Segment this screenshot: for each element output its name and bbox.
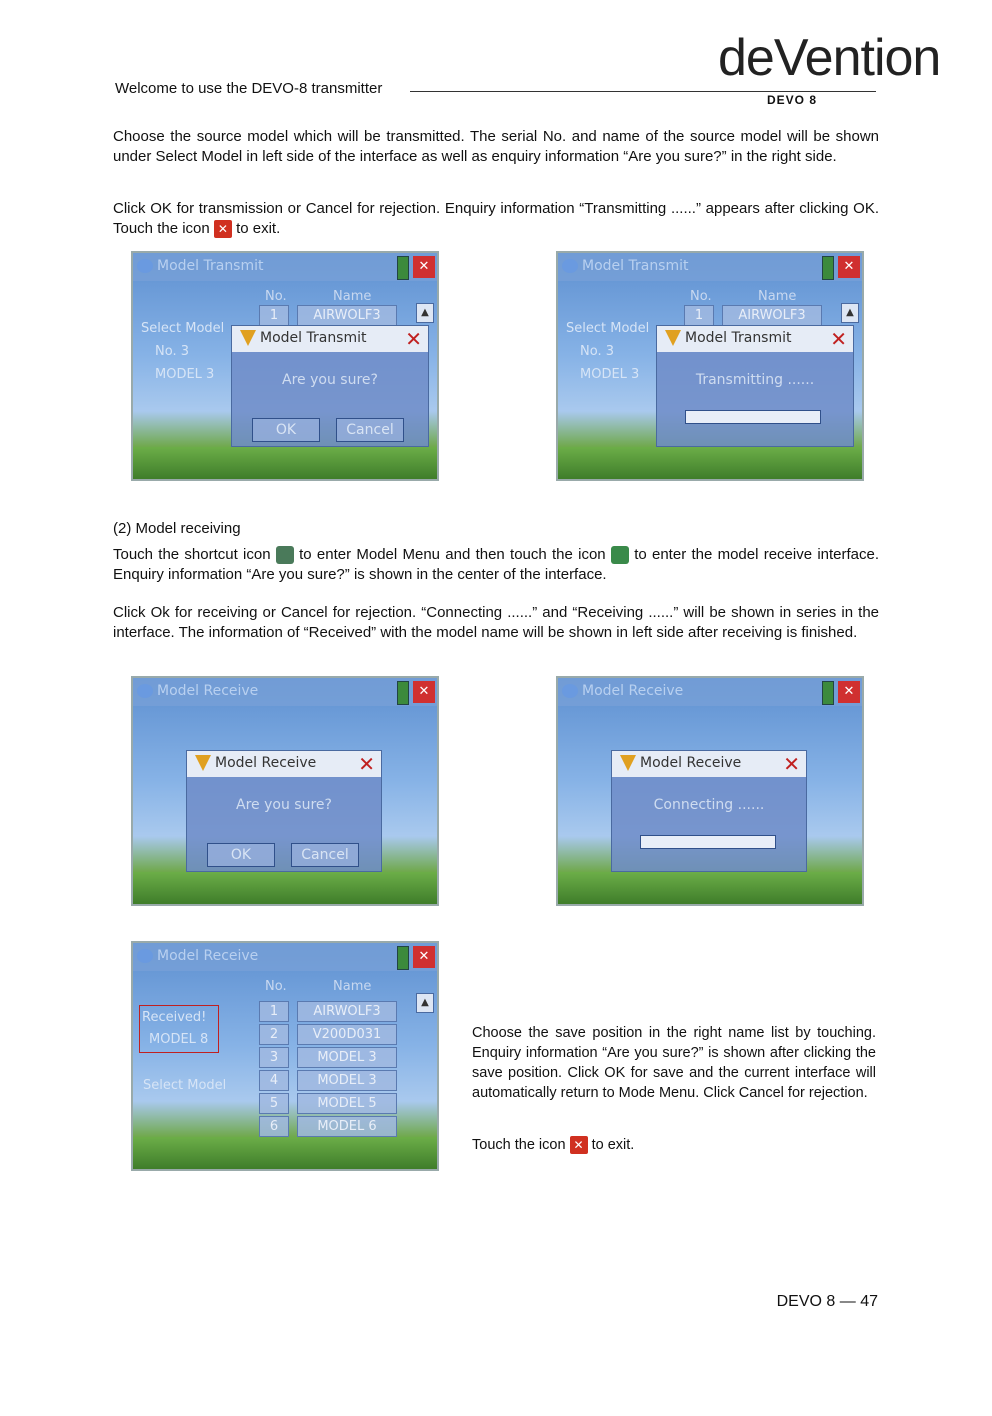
- background-grass: [558, 447, 862, 479]
- dialog-title: Model Transmit: [260, 330, 367, 346]
- screen-title: Model Receive: [157, 683, 259, 699]
- row-name[interactable]: MODEL 6: [297, 1116, 397, 1137]
- receive-icon: [137, 684, 153, 698]
- dialog-header: [657, 326, 853, 352]
- received-label: Received!: [142, 1010, 207, 1025]
- paragraph-text: Touch the icon: [472, 1137, 566, 1153]
- model-no-label: No. 3: [580, 344, 614, 359]
- screen-title: Model Receive: [157, 948, 259, 964]
- select-model-label: Select Model: [143, 1078, 227, 1093]
- paragraph-exit: [472, 1135, 876, 1155]
- paragraph-receive-steps: Click Ok for receiving or Cancel for rejection. “Connecting ......” and “Receiving ......” will be shown in series in the interface. The information of “Received” with the model name will be shown in left side after receiving is finished.: [113, 604, 879, 641]
- exit-icon[interactable]: ✕: [413, 681, 435, 703]
- paragraph-text: to exit.: [591, 1137, 635, 1153]
- dialog-message: Are you sure?: [236, 797, 332, 813]
- battery-icon: [822, 681, 834, 705]
- warning-icon: [240, 330, 256, 346]
- background-grass: [558, 872, 862, 904]
- row-no[interactable]: 1: [259, 305, 289, 326]
- screen-connecting: [556, 676, 864, 906]
- receive-icon: [137, 949, 153, 963]
- progress-dialog: [656, 325, 854, 447]
- col-name-header: Name: [333, 979, 372, 994]
- dialog-title: Model Transmit: [685, 330, 792, 346]
- select-model-label: Select Model: [141, 321, 225, 336]
- cancel-button[interactable]: Cancel: [336, 418, 404, 442]
- header-welcome: Welcome to use the DEVO-8 transmitter: [115, 80, 383, 97]
- titlebar: [133, 943, 437, 971]
- paragraph-text: to exit.: [236, 220, 281, 237]
- screen-transmit-confirm: [131, 251, 439, 481]
- confirm-dialog: [186, 750, 382, 872]
- screen-title: Model Transmit: [157, 258, 264, 274]
- paragraph-text: Touch the shortcut icon: [113, 546, 271, 563]
- page-number: DEVO 8 — 47: [776, 1293, 878, 1310]
- warning-icon: [195, 755, 211, 771]
- paragraph-receive-intro: [113, 545, 879, 585]
- row-name[interactable]: AIRWOLF3: [297, 1001, 397, 1022]
- model-name-label: MODEL 3: [155, 367, 215, 382]
- screen-transmitting: [556, 251, 864, 481]
- battery-icon: [822, 256, 834, 280]
- background-grass: [133, 1137, 437, 1169]
- screen-receive-confirm: [131, 676, 439, 906]
- transmit-icon: [562, 259, 578, 273]
- paragraph-text: to enter the model receive interface. Enquiry information “Are you sure?” is shown in the center of the interface.: [113, 546, 880, 583]
- row-name[interactable]: MODEL 5: [297, 1093, 397, 1114]
- screen-title: Model Receive: [582, 683, 684, 699]
- exit-icon[interactable]: ✕: [838, 256, 860, 278]
- battery-icon: [397, 256, 409, 280]
- row-no[interactable]: 1: [259, 1001, 289, 1022]
- model-no-label: No. 3: [155, 344, 189, 359]
- scroll-up-icon[interactable]: ▲: [841, 303, 859, 323]
- dialog-title: Model Receive: [640, 755, 742, 771]
- paragraph-save-position: Choose the save position in the right name list by touching. Enquiry information “Are you sure?” is shown after clicking the save position. Click OK for save and the current interface will automatically return to Mode Menu. Click Cancel for rejection.: [472, 1025, 876, 1101]
- progress-dialog: [611, 750, 807, 872]
- dialog-header: [232, 326, 428, 352]
- brand-model: DEVO 8: [767, 93, 818, 107]
- row-name[interactable]: AIRWOLF3: [722, 305, 822, 326]
- row-no[interactable]: 3: [259, 1047, 289, 1068]
- exit-icon: ✕: [570, 1136, 588, 1154]
- header-rule: [410, 91, 876, 92]
- battery-icon: [397, 946, 409, 970]
- warning-icon: [620, 755, 636, 771]
- screen-received: [131, 941, 439, 1171]
- dialog-header: [612, 751, 806, 777]
- row-name[interactable]: V200D031: [297, 1024, 397, 1045]
- exit-icon[interactable]: ✕: [413, 946, 435, 968]
- titlebar: [133, 678, 437, 706]
- select-model-label: Select Model: [566, 321, 650, 336]
- warning-icon: [665, 330, 681, 346]
- row-no[interactable]: 6: [259, 1116, 289, 1137]
- section-title: (2) Model receiving: [113, 520, 241, 537]
- col-no-header: No.: [265, 979, 287, 994]
- scroll-up-icon[interactable]: ▲: [416, 303, 434, 323]
- dialog-message: Connecting ......: [653, 797, 765, 813]
- battery-icon: [397, 681, 409, 705]
- col-name-header: Name: [333, 289, 372, 304]
- paragraph-text: to enter Model Menu and then touch the icon: [299, 546, 606, 563]
- row-name[interactable]: AIRWOLF3: [297, 305, 397, 326]
- exit-icon[interactable]: ✕: [413, 256, 435, 278]
- exit-icon: ✕: [214, 220, 232, 238]
- row-name[interactable]: MODEL 3: [297, 1070, 397, 1091]
- exit-icon[interactable]: ✕: [838, 681, 860, 703]
- cancel-button[interactable]: Cancel: [291, 843, 359, 867]
- row-no[interactable]: 2: [259, 1024, 289, 1045]
- close-icon[interactable]: ✕: [405, 327, 422, 351]
- col-no-header: No.: [690, 289, 712, 304]
- close-icon[interactable]: ✕: [783, 752, 800, 776]
- row-no[interactable]: 1: [684, 305, 714, 326]
- titlebar: [558, 678, 862, 706]
- row-no[interactable]: 5: [259, 1093, 289, 1114]
- brand-logo: deVention: [718, 29, 941, 87]
- paragraph-source-model: Choose the source model which will be transmitted. The serial No. and name of the source model will be shown under Select Model in left side of the interface as well as enquiry information “Are you sure?” in the right side.: [113, 128, 879, 165]
- background-grass: [133, 447, 437, 479]
- dialog-header: [187, 751, 381, 777]
- paragraph-transmit-confirm: [113, 199, 879, 239]
- scroll-up-icon[interactable]: ▲: [416, 993, 434, 1013]
- col-no-header: No.: [265, 289, 287, 304]
- receive-icon: [562, 684, 578, 698]
- dialog-message: Transmitting ......: [695, 372, 815, 388]
- row-name[interactable]: MODEL 3: [297, 1047, 397, 1068]
- progress-bar: [640, 835, 776, 849]
- transmit-icon: [137, 259, 153, 273]
- dialog-title: Model Receive: [215, 755, 317, 771]
- titlebar: [133, 253, 437, 281]
- screen-title: Model Transmit: [582, 258, 689, 274]
- close-icon[interactable]: ✕: [358, 752, 375, 776]
- titlebar: [558, 253, 862, 281]
- progress-bar: [685, 410, 821, 424]
- row-no[interactable]: 4: [259, 1070, 289, 1091]
- received-model-label: MODEL 8: [149, 1032, 209, 1047]
- paragraph-text: Click OK for transmission or Cancel for rejection. Enquiry information “Transmitting ......” appears after clicking OK. Touch the icon: [113, 200, 879, 237]
- model-name-label: MODEL 3: [580, 367, 640, 382]
- ok-button[interactable]: OK: [252, 418, 320, 442]
- dialog-message: Are you sure?: [282, 372, 378, 388]
- model-receive-icon: [611, 546, 629, 564]
- background-grass: [133, 872, 437, 904]
- close-icon[interactable]: ✕: [830, 327, 847, 351]
- confirm-dialog: [231, 325, 429, 447]
- col-name-header: Name: [758, 289, 797, 304]
- ok-button[interactable]: OK: [207, 843, 275, 867]
- model-menu-icon: [276, 546, 294, 564]
